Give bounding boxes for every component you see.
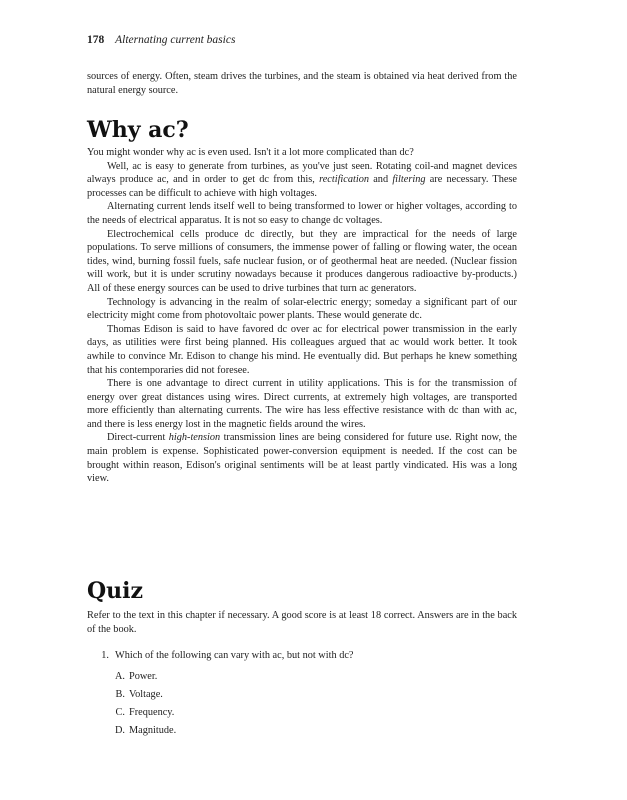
paragraph: Alternating current lends itself well to being transformed to lower or higher voltages, according to the needs of electrical apparatus. It is not so easy to change dc voltages. bbox=[87, 201, 517, 226]
page-number: 178 bbox=[87, 34, 105, 46]
term-rectification: rectification bbox=[319, 174, 370, 186]
paragraph: Technology is advancing in the realm of solar-electric energy; someday a significant part of our electricity might come from photovoltaic power plants. These would generate dc. bbox=[87, 296, 517, 322]
question-text: Which of the following can vary with ac, but not with dc? bbox=[115, 650, 354, 662]
section-heading-quiz: Quiz bbox=[87, 578, 144, 604]
answer-options bbox=[109, 668, 517, 740]
answer-option: D. Magnitude. bbox=[114, 724, 177, 736]
answer-option: A. Power. bbox=[114, 670, 158, 682]
paragraph: Electrochemical cells produce dc directly, but they are impractical for the needs of large populations. To serve millions of consumers, the immense power of falling or flowing water, the ocean tides, wind, burning fossil fuels, safe nuclear fusion, or of geothermal heat are needed. (Nuclear fission will work, but it is under scrutiny nowadays because it produces dangerous radioactive by-products.) All of these energy sources can be used to drive turbines that turn ac generators. bbox=[87, 228, 517, 294]
paragraph: Direct-current high-tension transmission lines are being considered for future use. Right now, the main problem is expense. Sophisticated power-conversion equipment is needed. If the cost can be brought within reason, Edison's original sentiments will be at least partly vindicated. His was a long view. bbox=[87, 432, 517, 485]
quiz-body bbox=[87, 609, 517, 740]
paragraph: You might wonder why ac is even used. Isn't it a lot more complicated than dc? bbox=[87, 147, 414, 158]
answer-option: B. Voltage. bbox=[115, 688, 163, 700]
paragraph: There is one advantage to direct current in utility applications. This is for the transmission of energy over great distances using wires. Direct currents, at extremely high voltages, are transported more efficiently than alternating currents. The wire has less effective resistance with dc than with ac, and there is less energy lost in the magnetic fields around the wires. bbox=[87, 378, 517, 430]
running-title: Alternating current basics bbox=[115, 34, 236, 46]
quiz-question bbox=[87, 649, 517, 663]
why-ac-body bbox=[87, 146, 517, 486]
paragraph: Well, ac is easy to generate from turbines, as you've just seen. Rotating coil-and magnet devices always produce ac, and in order to get dc from this, rectification and filtering are necessary. These processes can be difficult to achieve with high voltages. bbox=[87, 160, 518, 199]
term-high-tension: high-tension bbox=[168, 432, 221, 444]
section-heading-why-ac: Why ac? bbox=[87, 117, 189, 143]
intro-paragraph: sources of energy. Often, steam drives the turbines, and the steam is obtained via heat derived from the natural energy source. bbox=[87, 71, 517, 96]
quiz-intro: Refer to the text in this chapter if necessary. A good score is at least 18 correct. Answers are in the back of the book. bbox=[87, 610, 517, 635]
term-filtering: filtering bbox=[392, 174, 426, 186]
paragraph: Thomas Edison is said to have favored dc over ac for electrical power transmission in the early days, as utilities were first being planned. His colleagues argued that ac would work better. It took awhile to convince Mr. Edison to change his mind. He eventually did. But perhaps he knew something that his contemporaries did not foresee. bbox=[87, 323, 517, 376]
question-number: 1. bbox=[101, 650, 109, 662]
running-header bbox=[87, 34, 235, 48]
answer-option: C. Frequency. bbox=[115, 706, 175, 718]
